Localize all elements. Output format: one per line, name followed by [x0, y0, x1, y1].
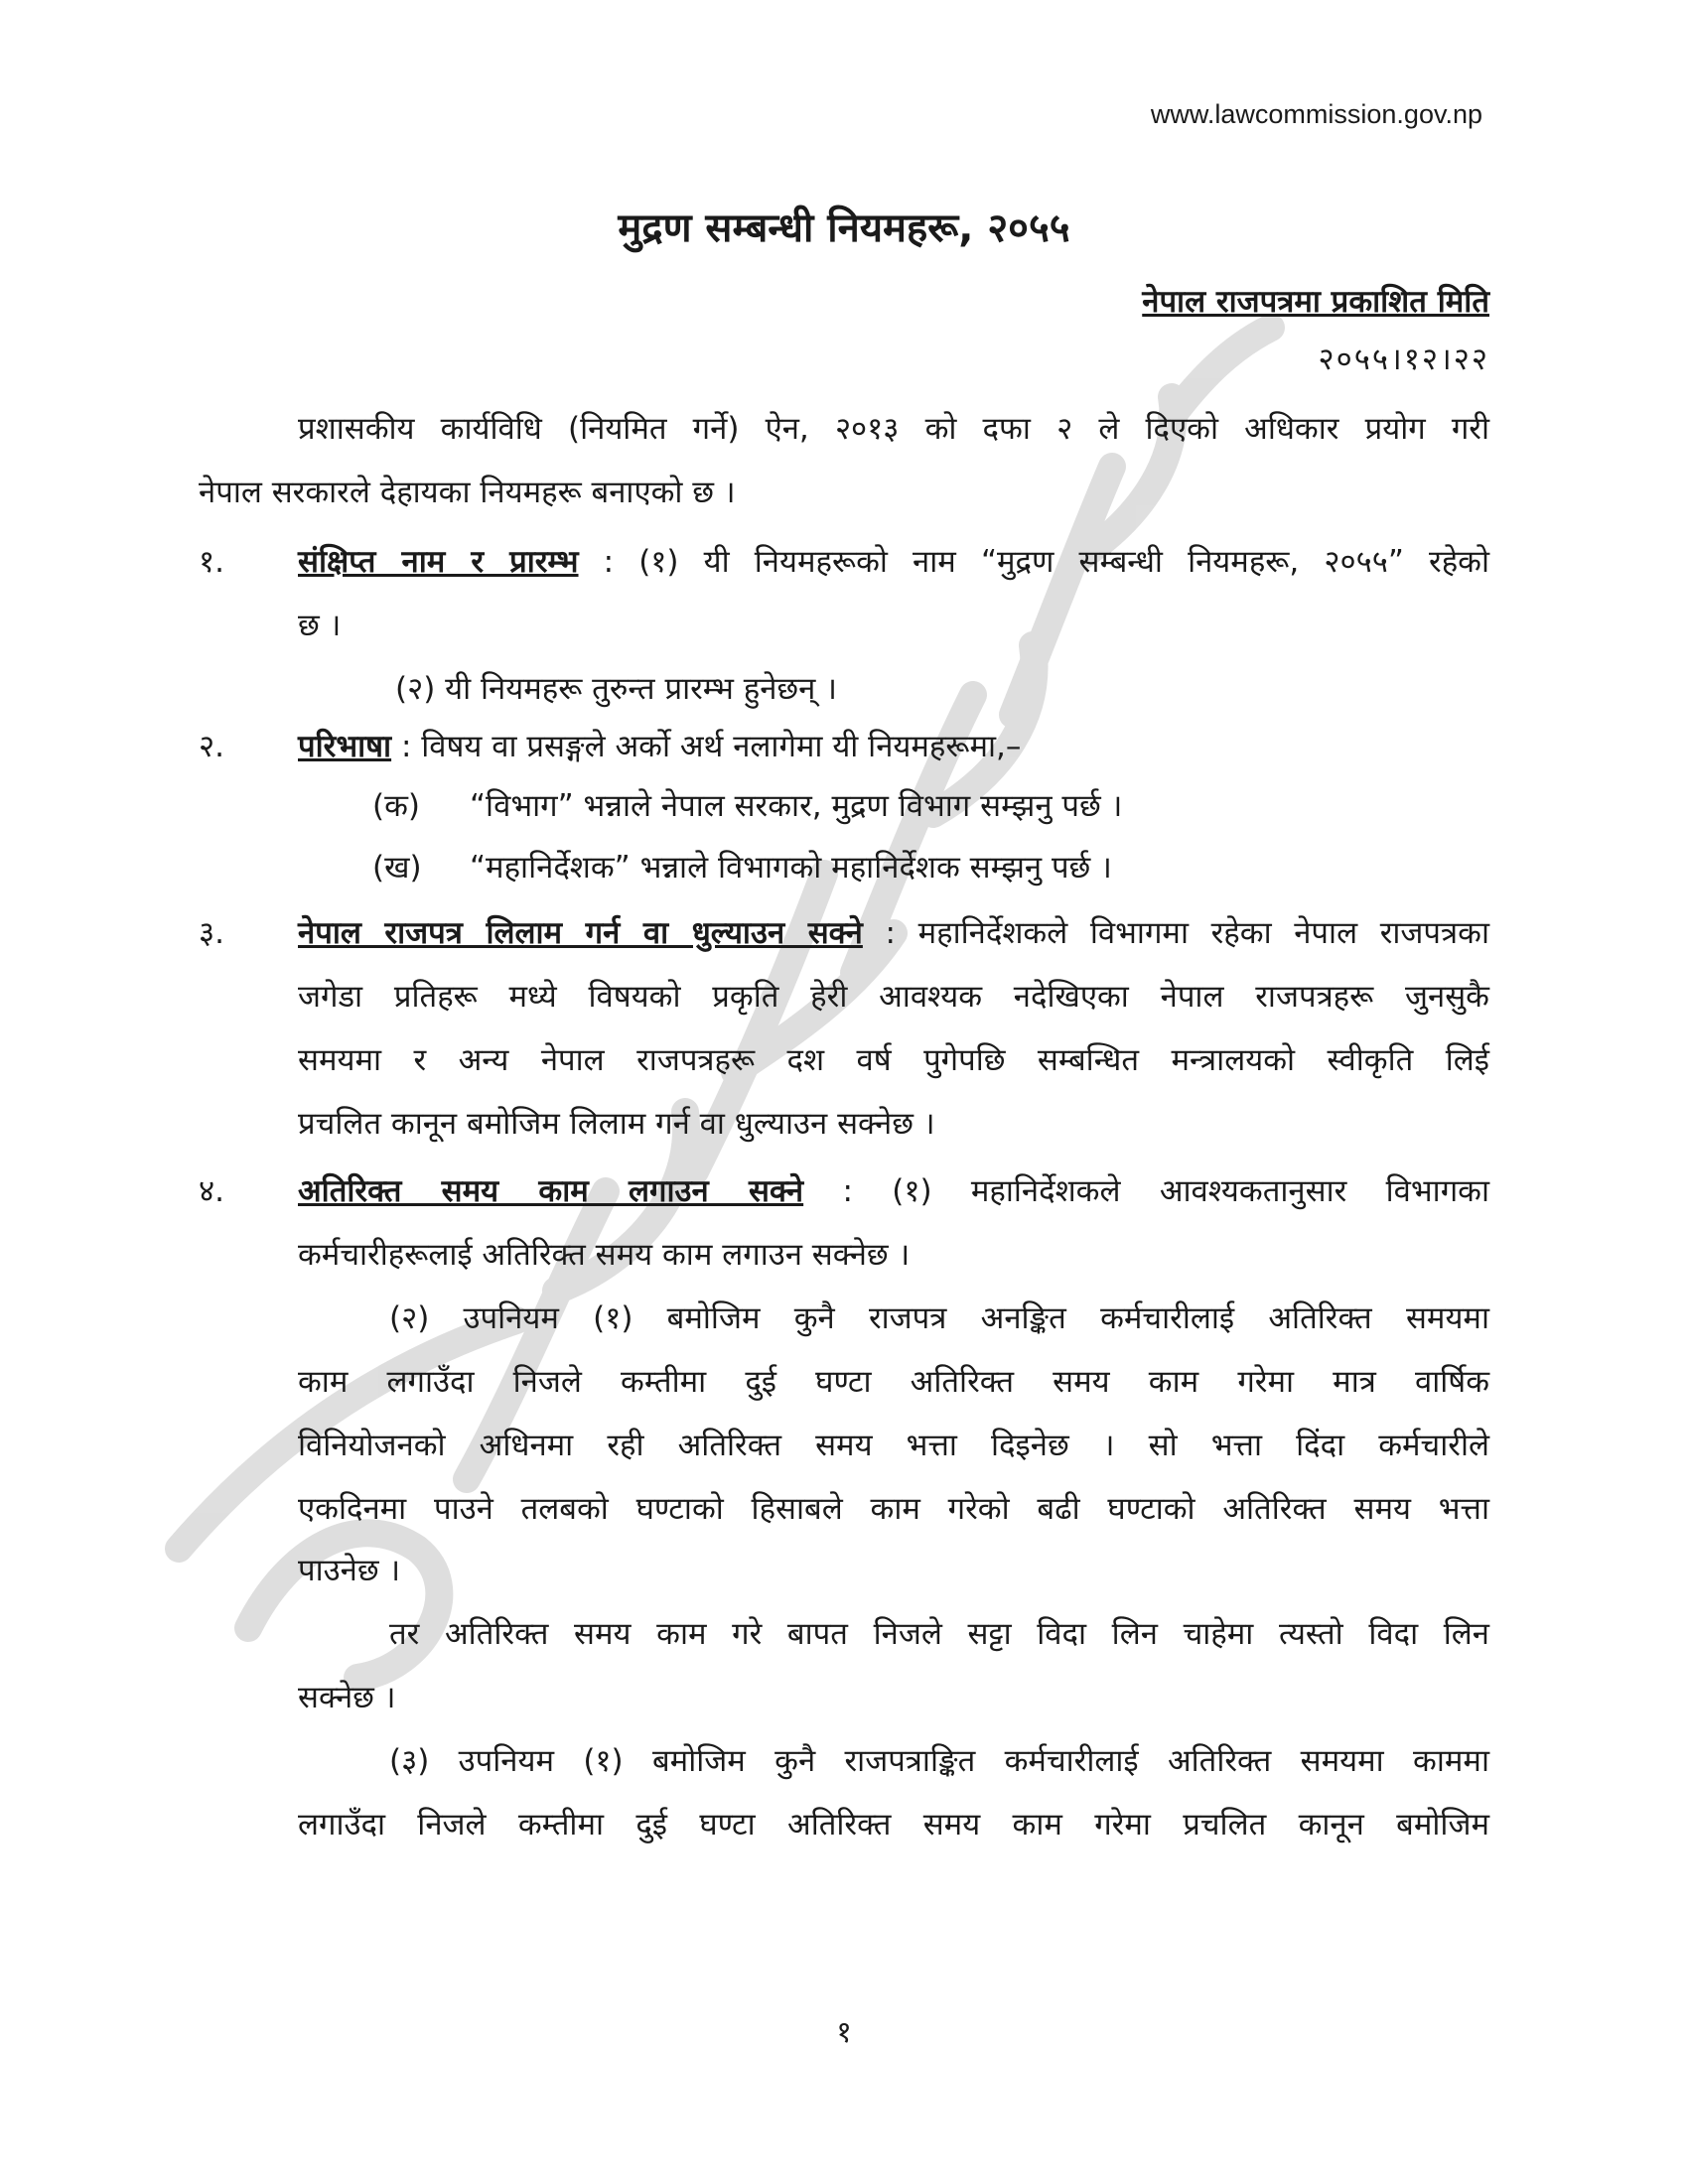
section-3-line-1	[298, 911, 1489, 953]
section-4-line-2: कर्मचारीहरूलाई अतिरिक्त समय काम लगाउन सक्नेछ ।	[298, 1237, 911, 1273]
section-4-subrule-3-line-2: लगाउँदा निजले कम्तीमा दुई घण्टा अतिरिक्त समय काम गरेमा प्रचलित कानून बमोजिम	[298, 1807, 1489, 1843]
section-4-subrule-2-line-4: एकदिनमा पाउने तलबको घण्टाको हिसाबले काम गरेको बढी घण्टाको अतिरिक्त समय भत्ता	[298, 1491, 1489, 1527]
publication-label: नेपाल राजपत्रमा प्रकाशित मिति	[1142, 284, 1489, 320]
section-3-line-4: प्रचलित कानून बमोजिम लिलाम गर्न वा धुल्याउन सक्नेछ ।	[298, 1106, 935, 1142]
section-4-subrule-2-line-3: विनियोजनको अधिनमा रही अतिरिक्त समय भत्ता दिइनेछ । सो भत्ता दिंदा कर्मचारीले	[298, 1428, 1489, 1463]
section-4-text: : (१) महानिर्देशकले आवश्यकतानुसार विभागका	[803, 1173, 1489, 1209]
clause-kha-mark: (ख)	[372, 850, 422, 886]
section-2-heading: परिभाषा	[298, 729, 392, 764]
section-3-number: ३.	[199, 915, 224, 951]
preamble-line-2: नेपाल सरकारले देहायका नियमहरू बनाएको छ ।	[199, 475, 736, 510]
section-3-heading: नेपाल राजपत्र लिलाम गर्न वा धुल्याउन सक्ने	[298, 915, 863, 951]
clause-ka-text: “विभाग” भन्नाले नेपाल सरकार, मुद्रण विभाग सम्झनु पर्छ ।	[470, 788, 1123, 824]
section-1-number: १.	[199, 544, 224, 580]
preamble-line-1: प्रशासकीय कार्यविधि (नियमित गर्ने) ऐन, २०१३ को दफा २ ले दिएको अधिकार प्रयोग गरी	[298, 411, 1489, 447]
section-2-line-1	[298, 725, 1489, 766]
section-1-heading: संक्षिप्त नाम र प्रारम्भ	[298, 544, 579, 580]
clause-ka-mark: (क)	[372, 788, 420, 824]
section-4-subrule-2-line-5: पाउनेछ ।	[298, 1553, 401, 1588]
section-3-text: : महानिर्देशकले विभागमा रहेका नेपाल राजपत्रका	[862, 915, 1489, 951]
section-3-line-2: जगेडा प्रतिहरू मध्ये विषयको प्रकृति हेरी आवश्यक नदेखिएका नेपाल राजपत्रहरू जुनसुकै	[298, 979, 1489, 1015]
section-1-text: : (१) यी नियमहरूको नाम “मुद्रण सम्बन्धी नियमहरू, २०५५” रहेको	[578, 544, 1489, 580]
section-2-number: २.	[199, 729, 224, 764]
section-4-subrule-2-line-2: काम लगाउँदा निजले कम्तीमा दुई घण्टा अतिरिक्त समय काम गरेमा मात्र वार्षिक	[298, 1364, 1489, 1400]
section-4-heading: अतिरिक्त समय काम लगाउन सक्ने	[298, 1173, 804, 1209]
section-4-subrule-3-line-1: (३) उपनियम (१) बमोजिम कुनै राजपत्राङ्कित कर्मचारीलाई अतिरिक्त समयमा काममा	[389, 1743, 1489, 1779]
section-1-subrule-2: (२) यी नियमहरू तुरुन्त प्रारम्भ हुनेछन् ।	[395, 671, 837, 707]
section-4-proviso-line-1: तर अतिरिक्त समय काम गरे बापत निजले सट्टा विदा लिन चाहेमा त्यस्तो विदा लिन	[389, 1616, 1489, 1652]
document-title: मुद्रण सम्बन्धी नियमहरू, २०५५	[618, 205, 1070, 251]
page-number: १	[836, 2015, 852, 2050]
section-4-number: ४.	[199, 1173, 224, 1209]
section-2-text: : विषय वा प्रसङ्गले अर्को अर्थ नलागेमा यी नियमहरूमा,–	[391, 729, 1022, 764]
section-4-proviso-line-2: सक्नेछ ।	[298, 1680, 396, 1715]
clause-kha-text: “महानिर्देशक” भन्नाले विभागको महानिर्देशक सम्झनु पर्छ ।	[470, 850, 1112, 886]
section-4-line-1	[298, 1169, 1489, 1211]
section-1-line-2: छ ।	[298, 608, 342, 643]
section-4-subrule-2-line-1: (२) उपनियम (१) बमोजिम कुनै राजपत्र अनङ्कित कर्मचारीलाई अतिरिक्त समयमा	[389, 1300, 1489, 1336]
header-url: www.lawcommission.gov.np	[1150, 99, 1482, 129]
section-1-line-1	[298, 540, 1489, 582]
publication-date: २०५५।१२।२२	[1318, 341, 1489, 377]
section-3-line-3: समयमा र अन्य नेपाल राजपत्रहरू दश वर्ष पुगेपछि सम्बन्धित मन्त्रालयको स्वीकृति लिई	[298, 1042, 1489, 1078]
